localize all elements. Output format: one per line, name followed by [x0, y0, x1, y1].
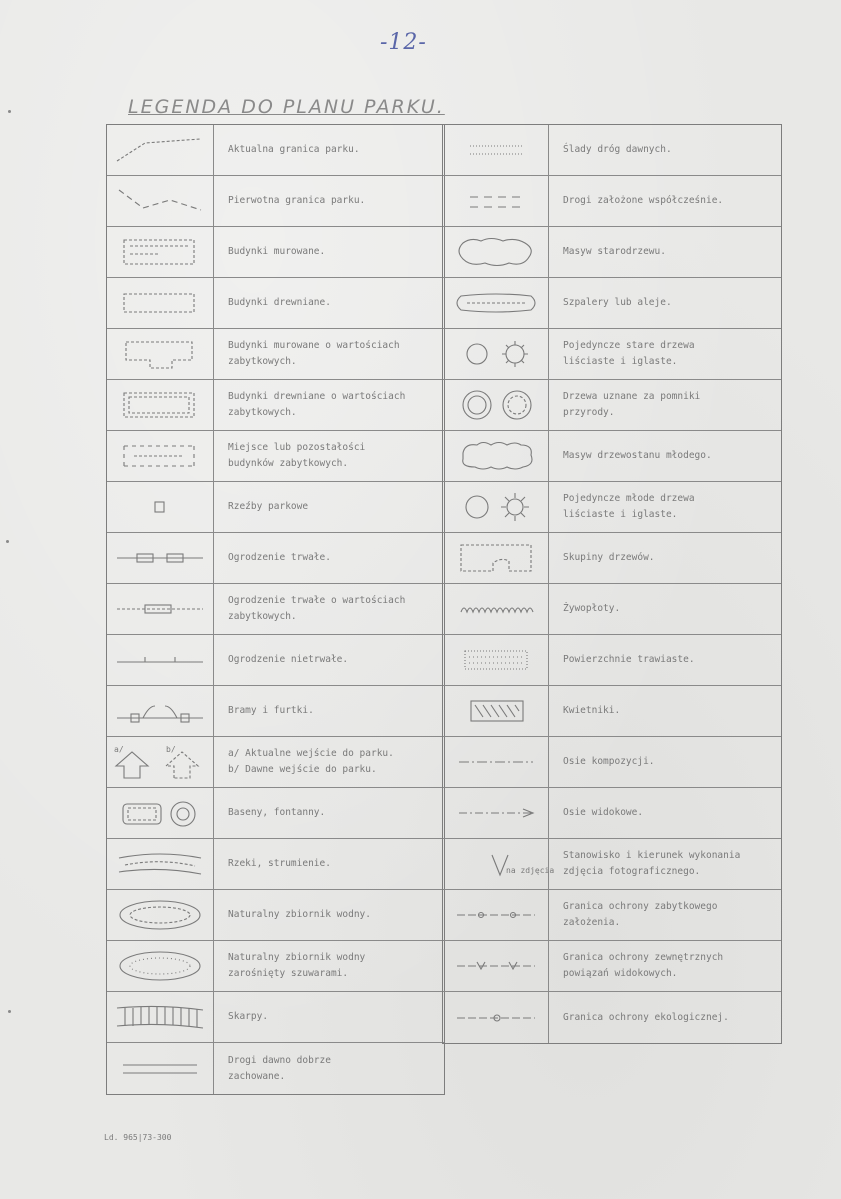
legend-description: Naturalny zbiornik wodny.	[214, 890, 444, 941]
current-boundary-symbol	[107, 125, 214, 176]
photo-label: na zdjęcia	[505, 866, 554, 875]
legend-description: Pierwotna granica parku.	[214, 176, 444, 227]
brick-building-symbol	[107, 227, 214, 278]
legend-description: Drzewa uznane za pomniki przyrody.	[549, 380, 781, 431]
monument-trees-symbol	[443, 380, 549, 431]
entrances-symbol	[107, 737, 214, 788]
modern-roads-symbol	[443, 176, 549, 227]
legend-description: Ogrodzenie nietrwałe.	[214, 635, 444, 686]
legend-description: Granica ochrony zewnętrznych powiązań widokowych.	[549, 941, 781, 992]
old-single-trees-symbol	[443, 329, 549, 380]
legend-description: Kwietniki.	[549, 686, 781, 737]
page-number: -12-	[380, 30, 427, 55]
permanent-fence-symbol	[107, 533, 214, 584]
old-tree-stand-symbol	[443, 227, 549, 278]
document-code: Ld. 965|73-300	[104, 1133, 172, 1142]
legend-description: Rzeźby parkowe	[214, 482, 444, 533]
young-tree-stand-symbol	[443, 431, 549, 482]
legend-description: Pojedyncze stare drzewa liściaste i iglaste.	[549, 329, 781, 380]
entrance-a-label: a/	[114, 745, 124, 754]
legend-description: Budynki drewniane.	[214, 278, 444, 329]
punch-mark	[8, 110, 11, 113]
legend-table-right	[442, 124, 782, 1044]
legend-description: Ślady dróg dawnych.	[549, 125, 781, 176]
alleys-symbol	[443, 278, 549, 329]
composition-axes-symbol	[443, 737, 549, 788]
original-boundary-symbol	[107, 176, 214, 227]
legend-description: Stanowisko i kierunek wykonania zdjęcia fotograficznego.	[549, 839, 781, 890]
legend-description: Bramy i furtki.	[214, 686, 444, 737]
pools-symbol	[107, 788, 214, 839]
lawns-symbol	[443, 635, 549, 686]
legend-description: Skarpy.	[214, 992, 444, 1043]
overgrown-water-symbol	[107, 941, 214, 992]
old-road-traces-symbol	[443, 125, 549, 176]
historic-wooden-building-symbol	[107, 380, 214, 431]
monument-protection-symbol	[443, 890, 549, 941]
sculpture-symbol	[107, 482, 214, 533]
legend-description: Powierzchnie trawiaste.	[549, 635, 781, 686]
rivers-symbol	[107, 839, 214, 890]
legend-description: Rzeki, strumienie.	[214, 839, 444, 890]
legend-description: Osie kompozycji.	[549, 737, 781, 788]
escarpment-symbol	[107, 992, 214, 1043]
temporary-fence-symbol	[107, 635, 214, 686]
tree-groups-symbol	[443, 533, 549, 584]
legend-table-left	[106, 124, 445, 1095]
ecological-protection-symbol	[443, 992, 549, 1043]
legend-title: LEGENDA DO PLANU PARKU.	[128, 96, 445, 118]
legend-description: Szpalery lub aleje.	[549, 278, 781, 329]
legend-description: Aktualna granica parku.	[214, 125, 444, 176]
legend-description: Masyw starodrzewu.	[549, 227, 781, 278]
legend-description: Budynki drewniane o wartościach zabytkowych.	[214, 380, 444, 431]
wooden-building-symbol	[107, 278, 214, 329]
legend-description: Naturalny zbiornik wodny zarośnięty szuwarami.	[214, 941, 444, 992]
historic-brick-building-symbol	[107, 329, 214, 380]
legend-description: Osie widokowe.	[549, 788, 781, 839]
photo-position-symbol	[443, 839, 554, 890]
legend-description: Masyw drzewostanu młodego.	[549, 431, 781, 482]
legend-description: Granica ochrony ekologicznej.	[563, 1011, 729, 1023]
legend-description: Miejsce lub pozostałości budynków zabytkowych.	[214, 431, 444, 482]
legend-description: Budynki murowane o wartościach zabytkowych.	[214, 329, 444, 380]
gates-symbol	[107, 686, 214, 737]
punch-mark	[6, 540, 9, 543]
entrance-b-label: b/	[166, 745, 176, 754]
historic-fence-symbol	[107, 584, 214, 635]
legend-description: Skupiny drzewów.	[549, 533, 781, 584]
punch-mark	[8, 1010, 11, 1013]
legend-description: Budynki murowane.	[214, 227, 444, 278]
old-roads-preserved-symbol	[107, 1043, 214, 1094]
legend-description: a/ Aktualne wejście do parku. b/ Dawne wejście do parku.	[214, 737, 444, 788]
landscape-protection-symbol	[443, 941, 549, 992]
legend-description: Żywopłoty.	[549, 584, 781, 635]
hedges-symbol	[443, 584, 549, 635]
legend-description: Baseny, fontanny.	[214, 788, 444, 839]
legend-description: Granica ochrony zabytkowego założenia.	[549, 890, 781, 941]
legend-description: Drogi dawno dobrze zachowane.	[228, 1054, 331, 1082]
legend-description: Drogi założone współcześnie.	[549, 176, 781, 227]
view-axes-symbol	[443, 788, 549, 839]
water-body-symbol	[107, 890, 214, 941]
legend-description: Ogrodzenie trwałe.	[214, 533, 444, 584]
building-remains-symbol	[107, 431, 214, 482]
legend-description: Ogrodzenie trwałe o wartościach zabytkowych.	[214, 584, 444, 635]
flower-beds-symbol	[443, 686, 549, 737]
legend-description: Pojedyncze młode drzewa liściaste i iglaste.	[549, 482, 781, 533]
young-single-trees-symbol	[443, 482, 549, 533]
